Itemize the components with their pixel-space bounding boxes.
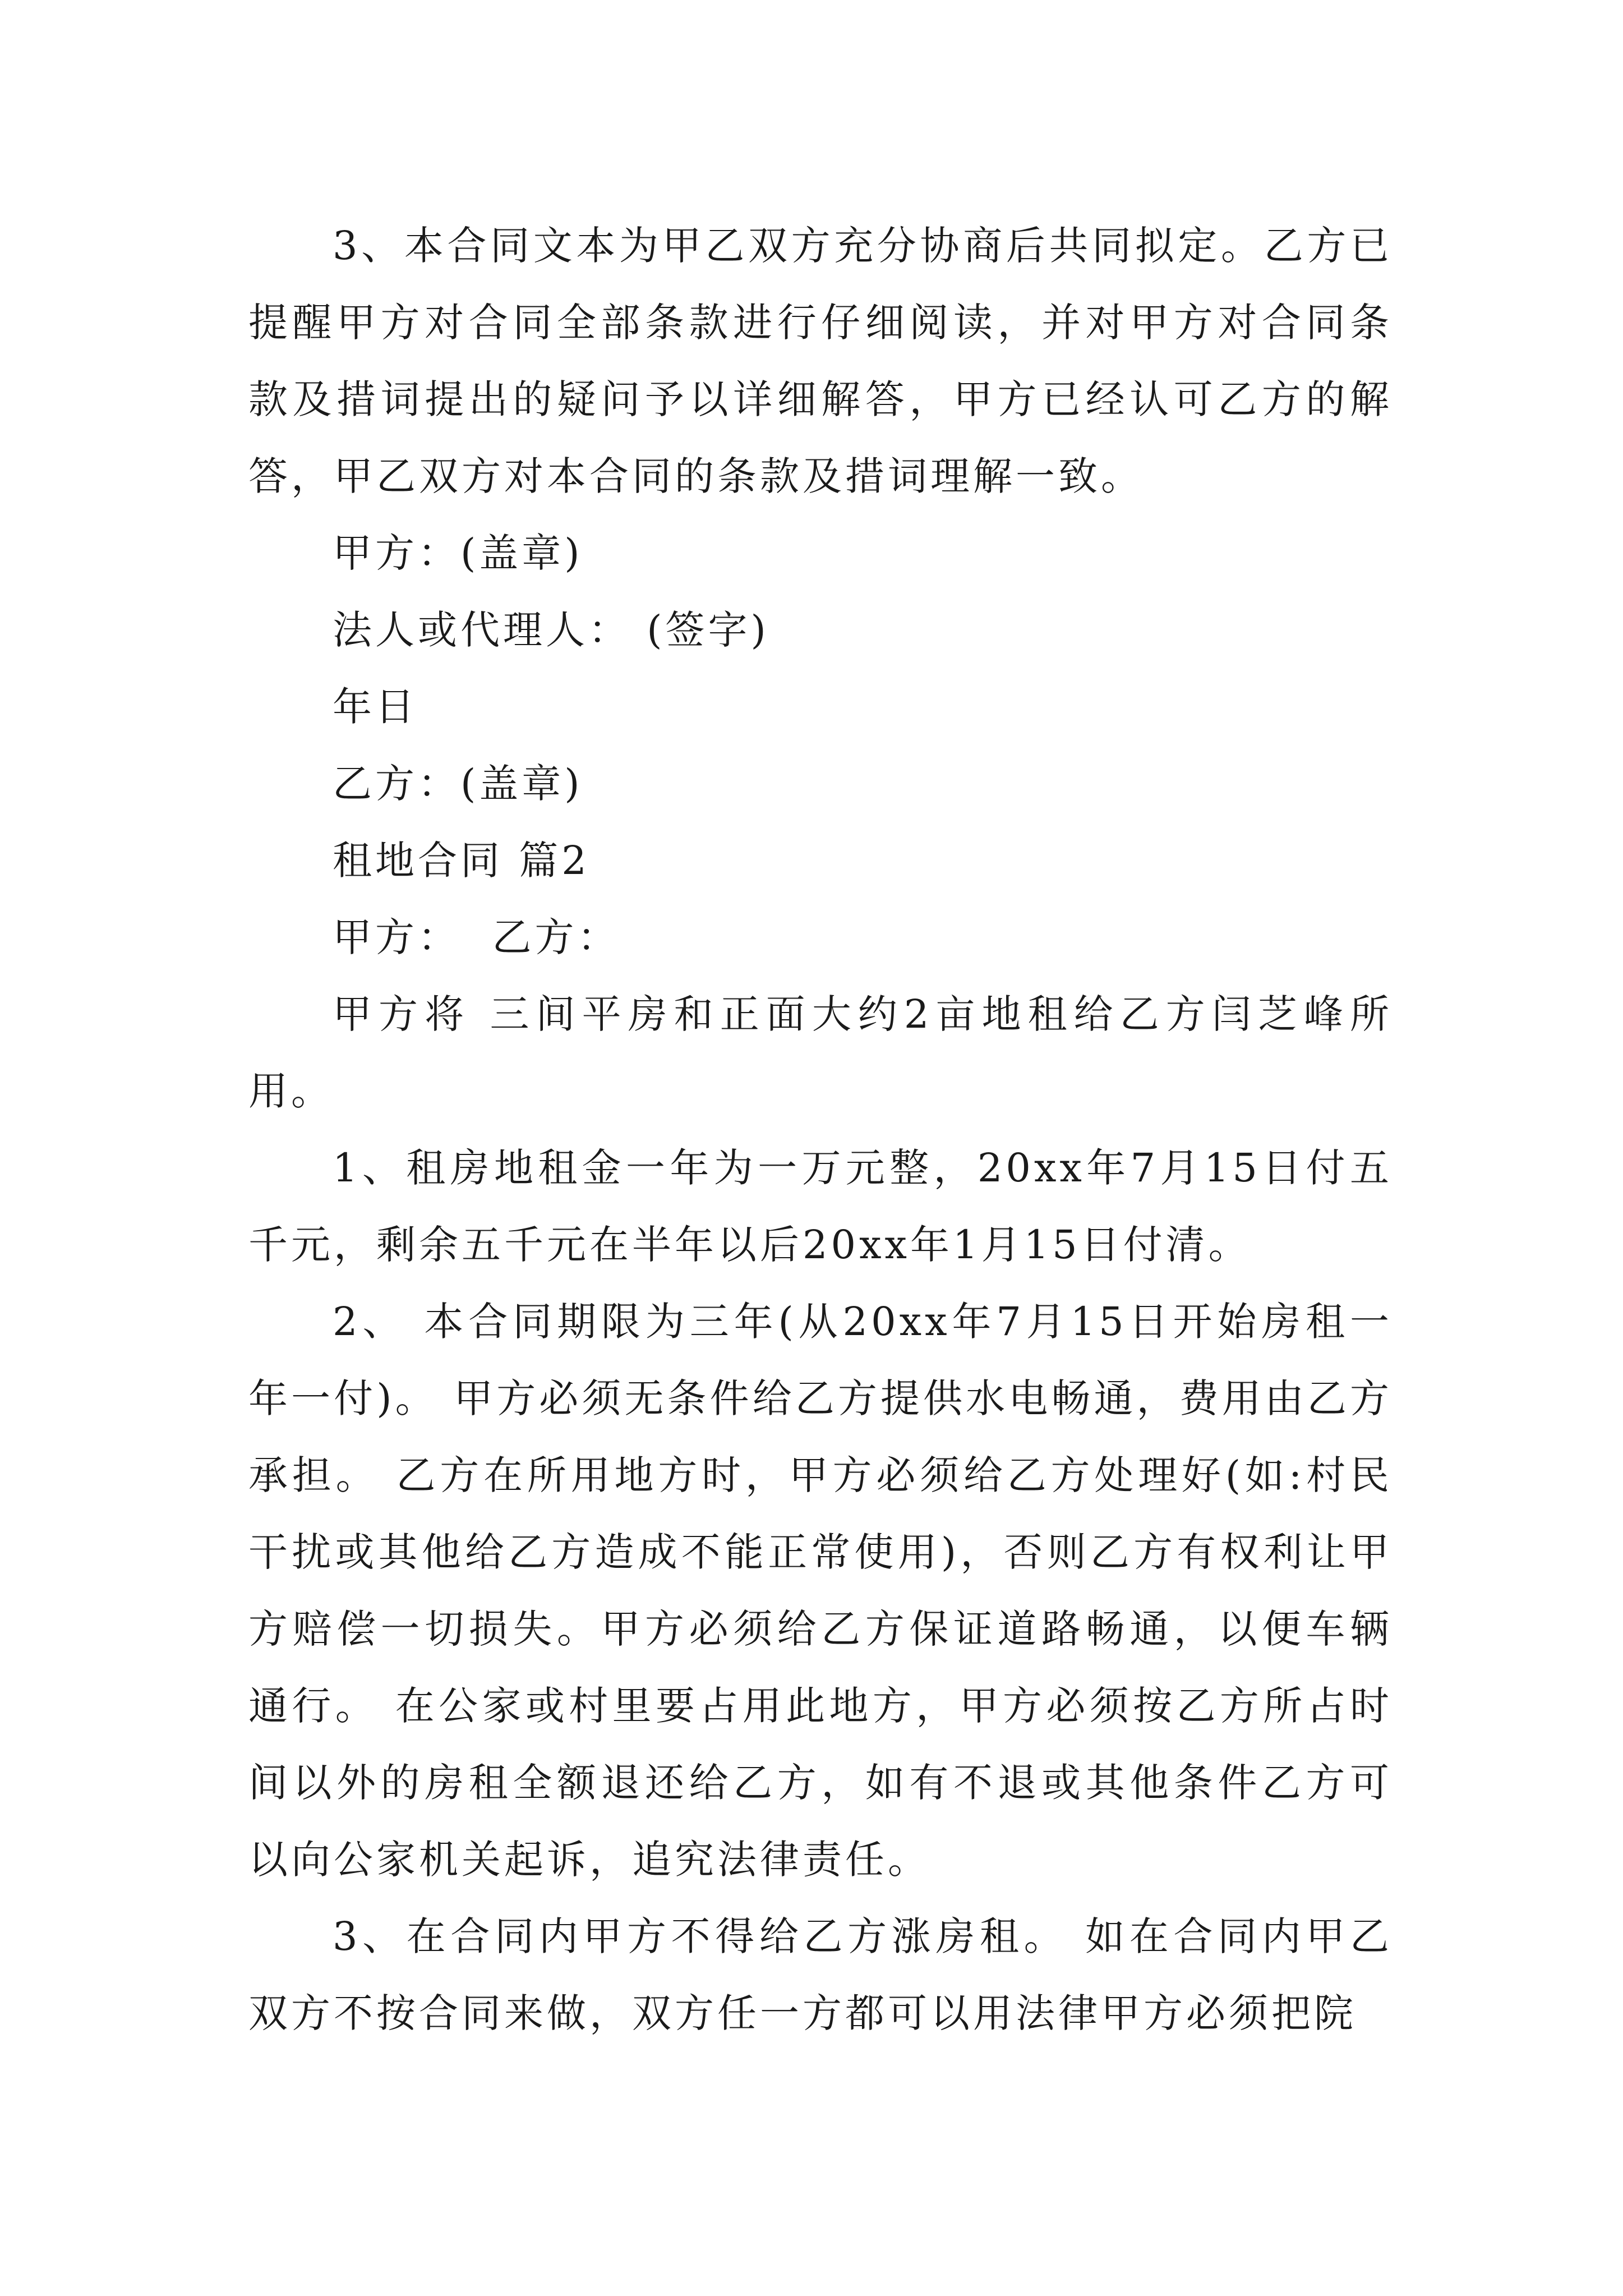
clause-3-paragraph: 3、本合同文本为甲乙双方充分协商后共同拟定。乙方已提醒甲方对合同全部条款进行仔细阅读，并对甲方对合同条款及措词提出的疑问予以详细解答，甲方已经认可乙方的解答，甲乙双方对本合同的条款及措词理解一致。 [248, 223, 1393, 499]
parties-line: 甲方： 乙方： [333, 914, 620, 960]
intro-paragraph: 甲方将 三间平房和正面大约2亩地租给乙方闫芝峰所用。 [248, 991, 1393, 1114]
item-2-paragraph: 2、 本合同期限为三年(从20xx年7月15日开始房租一年一付)。 甲方必须无条件给乙方提供水电畅通，费用由乙方承担。 乙方在所用地方时，甲方必须给乙方处理好(如:村民干扰或其他给乙方造成不能正常使用)，否则乙方有权利让甲方赔偿一切损失。甲方必须给乙方保证道路畅通，以便车辆通行。 在公家或村里要占用此地方，甲方必须按乙方所占时间以外的房租全额退还给乙方，如有不退或其他条件乙方可以向公家机关起诉，追究法律责任。 [248, 1299, 1393, 1883]
section-title: 租地合同 篇2 [333, 838, 590, 884]
document-body [248, 208, 1393, 2052]
party-b-seal-line: 乙方：(盖章) [333, 761, 583, 807]
date-line: 年日 [333, 684, 418, 730]
legal-representative-signature-line: 法人或代理人： (签字) [333, 607, 769, 653]
item-1-paragraph: 1、租房地租金一年为一万元整，20xx年7月15日付五千元，剩余五千元在半年以后20xx年1月15日付清。 [248, 1145, 1393, 1268]
party-a-seal-line: 甲方：(盖章) [333, 530, 583, 576]
item-3-paragraph: 3、在合同内甲方不得给乙方涨房租。 如在合同内甲乙双方不按合同来做，双方任一方都可以用法律甲方必须把院 [248, 1913, 1393, 2036]
